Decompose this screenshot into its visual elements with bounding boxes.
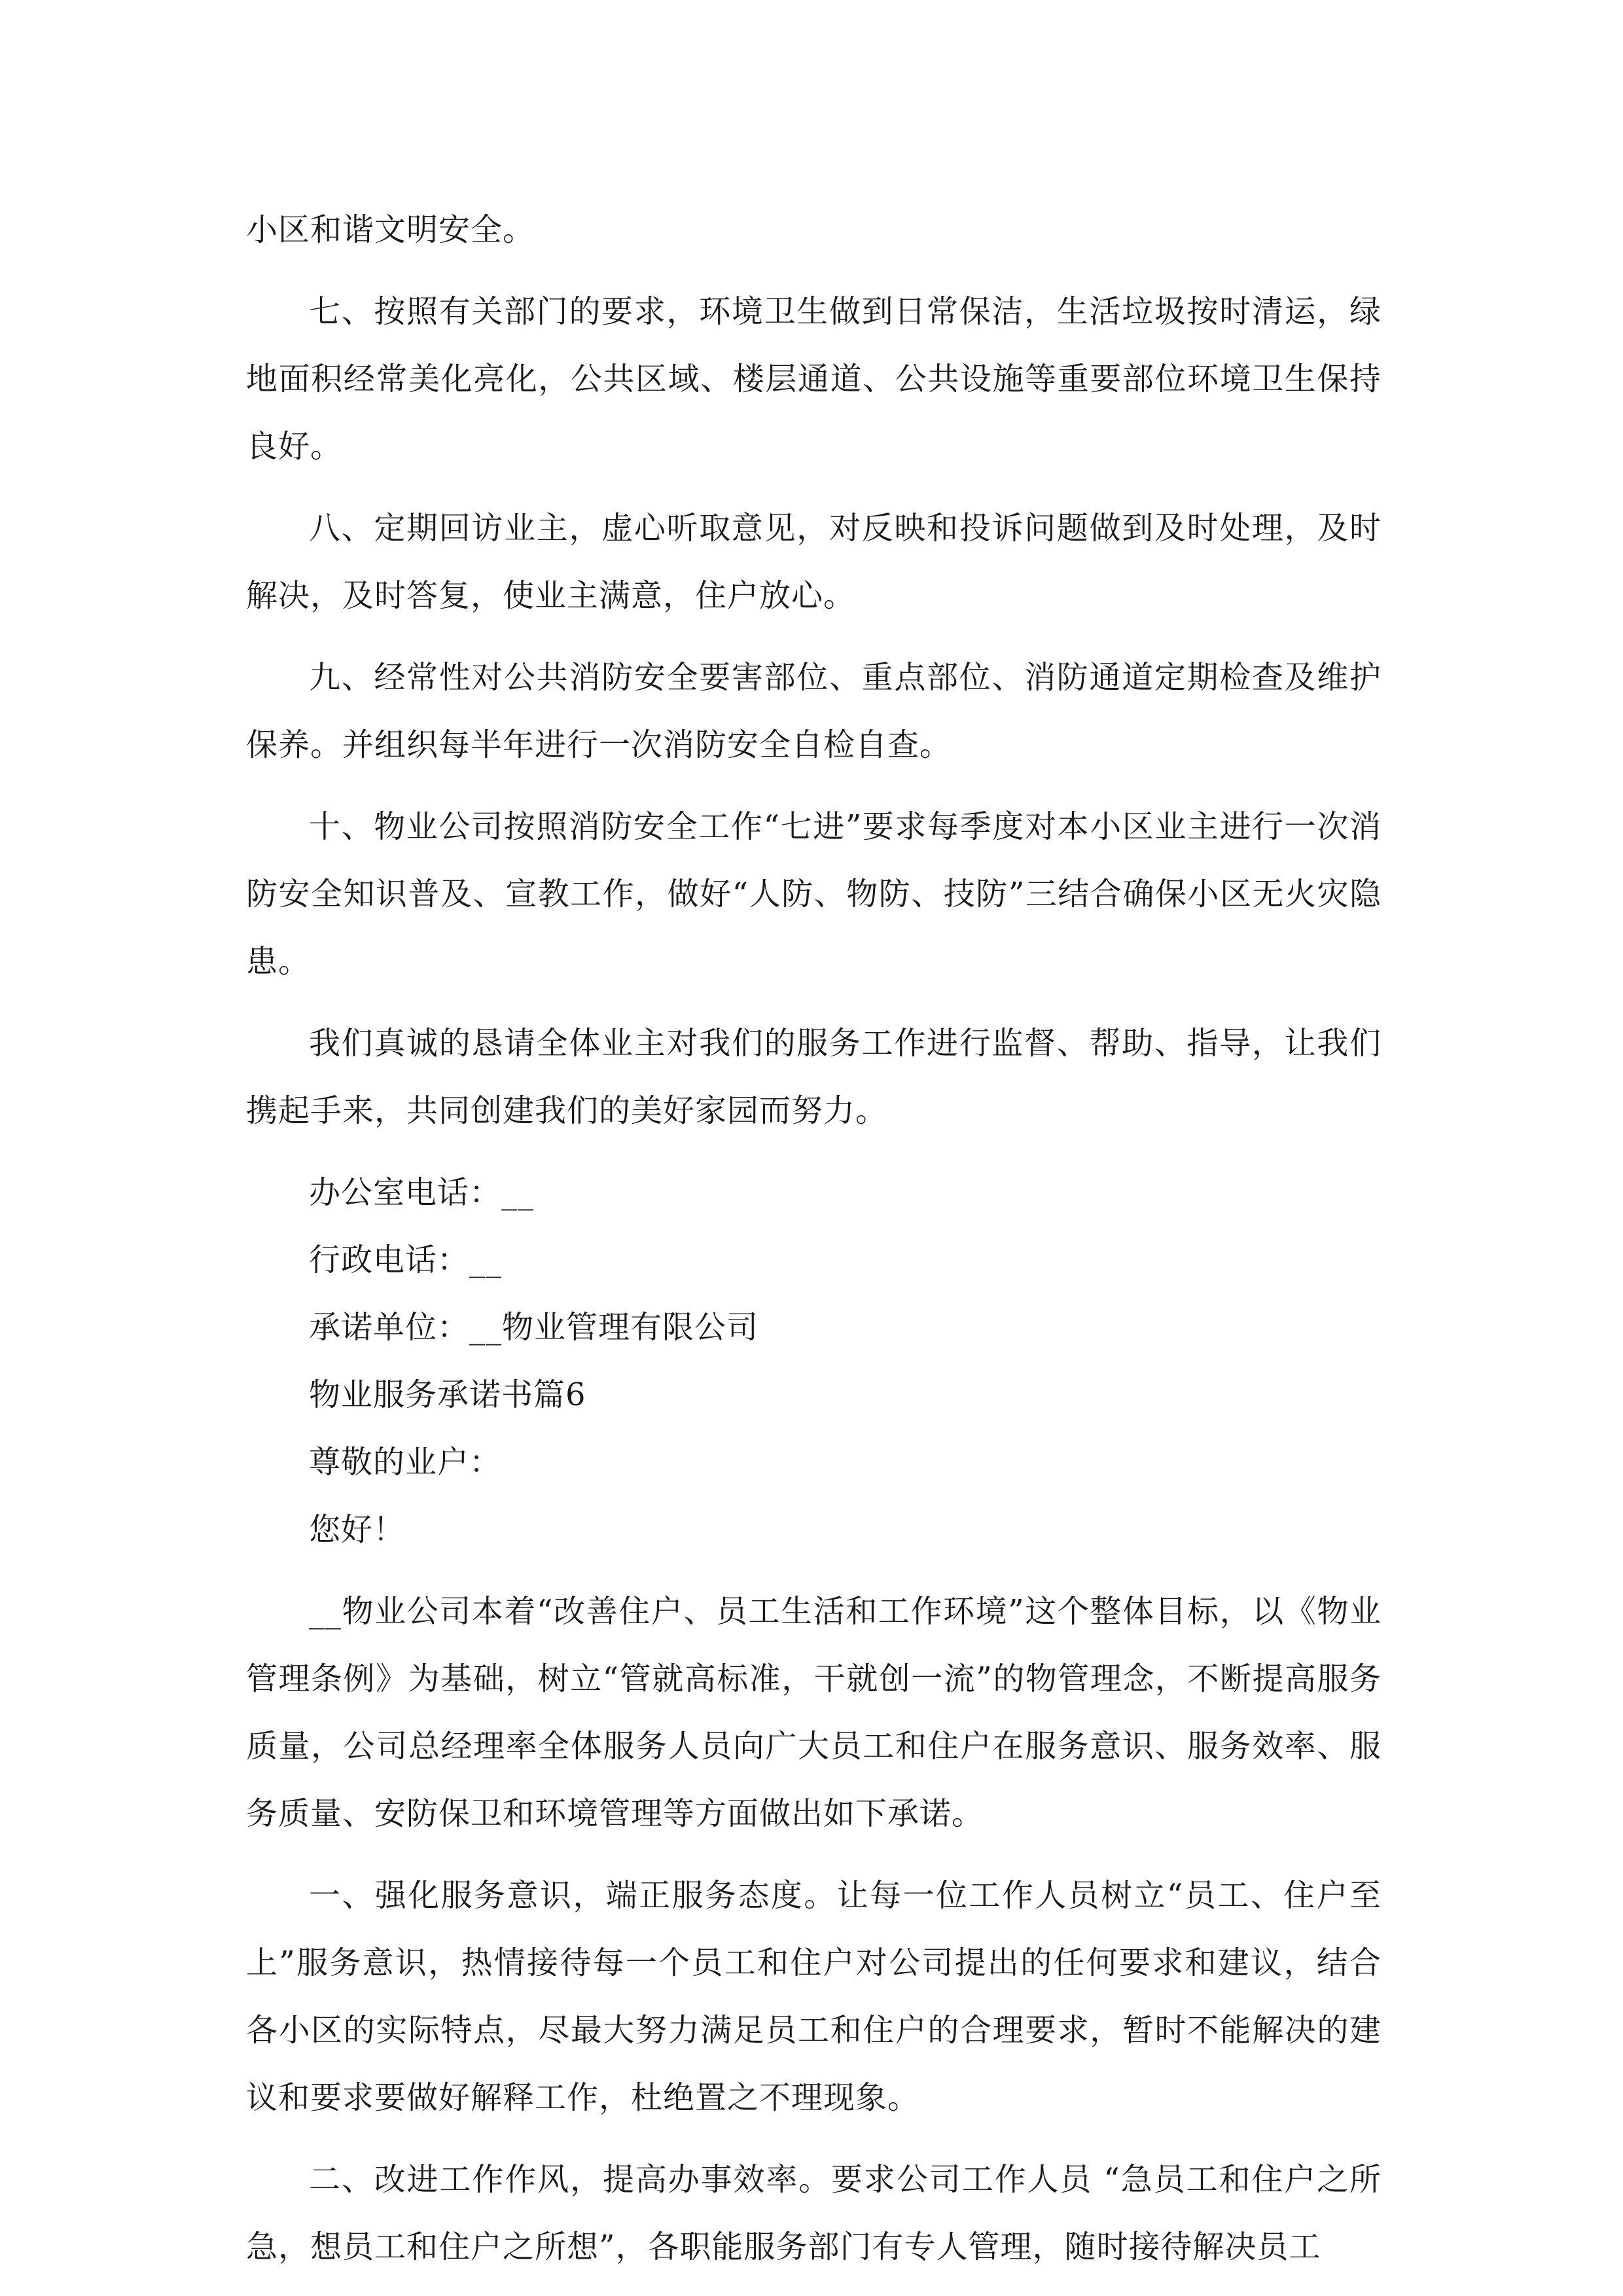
greeting: 您好！ [309, 1511, 406, 1548]
paragraph-item-9: 九、经常性对公共消防安全要害部位、重点部位、消防通道定期检查及维护保养。并组织每半年进行一次消防安全自检自查。 [246, 659, 1382, 763]
paragraph-item-10: 十、物业公司按照消防安全工作“七进”要求每季度对本小区业主进行一次消防安全知识普及、宣教工作，做好“人防、物防、技防”三结合确保小区无火灾隐患。 [246, 808, 1382, 980]
document-body [246, 196, 1382, 2281]
paragraph-commitment-2: 二、改进工作作风，提高办事效率。要求公司工作人员 “急员工和住户之所急，想员工和住户之所想”，各职能服务部门有专人管理，随时接待解决员工 [246, 2161, 1382, 2265]
admin-phone: 行政电话：__ [309, 1242, 503, 1278]
paragraph-item-8: 八、定期回访业主，虚心听取意见，对反映和投诉问题做到及时处理，及时解决，及时答复，使业主满意，住户放心。 [246, 510, 1382, 614]
committing-unit: 承诺单位：__物业管理有限公司 [309, 1309, 759, 1346]
paragraph-intro: __物业公司本着“改善住户、员工生活和工作环境”这个整体目标，以《物业管理条例》为基础，树立“管就高标准，干就创一流”的物管理念，不断提高服务质量，公司总经理率全体服务人员向广大员工和住户在服务意识、服务效率、服务质量、安防保卫和环境管理等方面做出如下承诺。 [246, 1593, 1382, 1832]
section-title: 物业服务承诺书篇6 [309, 1376, 586, 1413]
salutation: 尊敬的业户： [309, 1444, 502, 1480]
paragraph-continuation: 小区和谐文明安全。 [246, 211, 535, 248]
paragraph-item-7: 七、按照有关部门的要求，环境卫生做到日常保洁，生活垃圾按时清运，绿地面积经常美化亮化，公共区域、楼层通道、公共设施等重要部位环境卫生保持良好。 [246, 293, 1382, 465]
paragraph-commitment-1: 一、强化服务意识，端正服务态度。让每一位工作人员树立“员工、住户至上”服务意识，热情接待每一个员工和住户对公司提出的任何要求和建议，结合各小区的实际特点，尽最大努力满足员工和住户的合理要求，暂时不能解决的建议和要求要做好解释工作，杜绝置之不理现象。 [246, 1877, 1382, 2116]
office-phone: 办公室电话：__ [309, 1174, 535, 1211]
paragraph-appeal: 我们真诚的恳请全体业主对我们的服务工作进行监督、帮助、指导，让我们携起手来，共同创建我们的美好家园而努力。 [246, 1025, 1382, 1129]
